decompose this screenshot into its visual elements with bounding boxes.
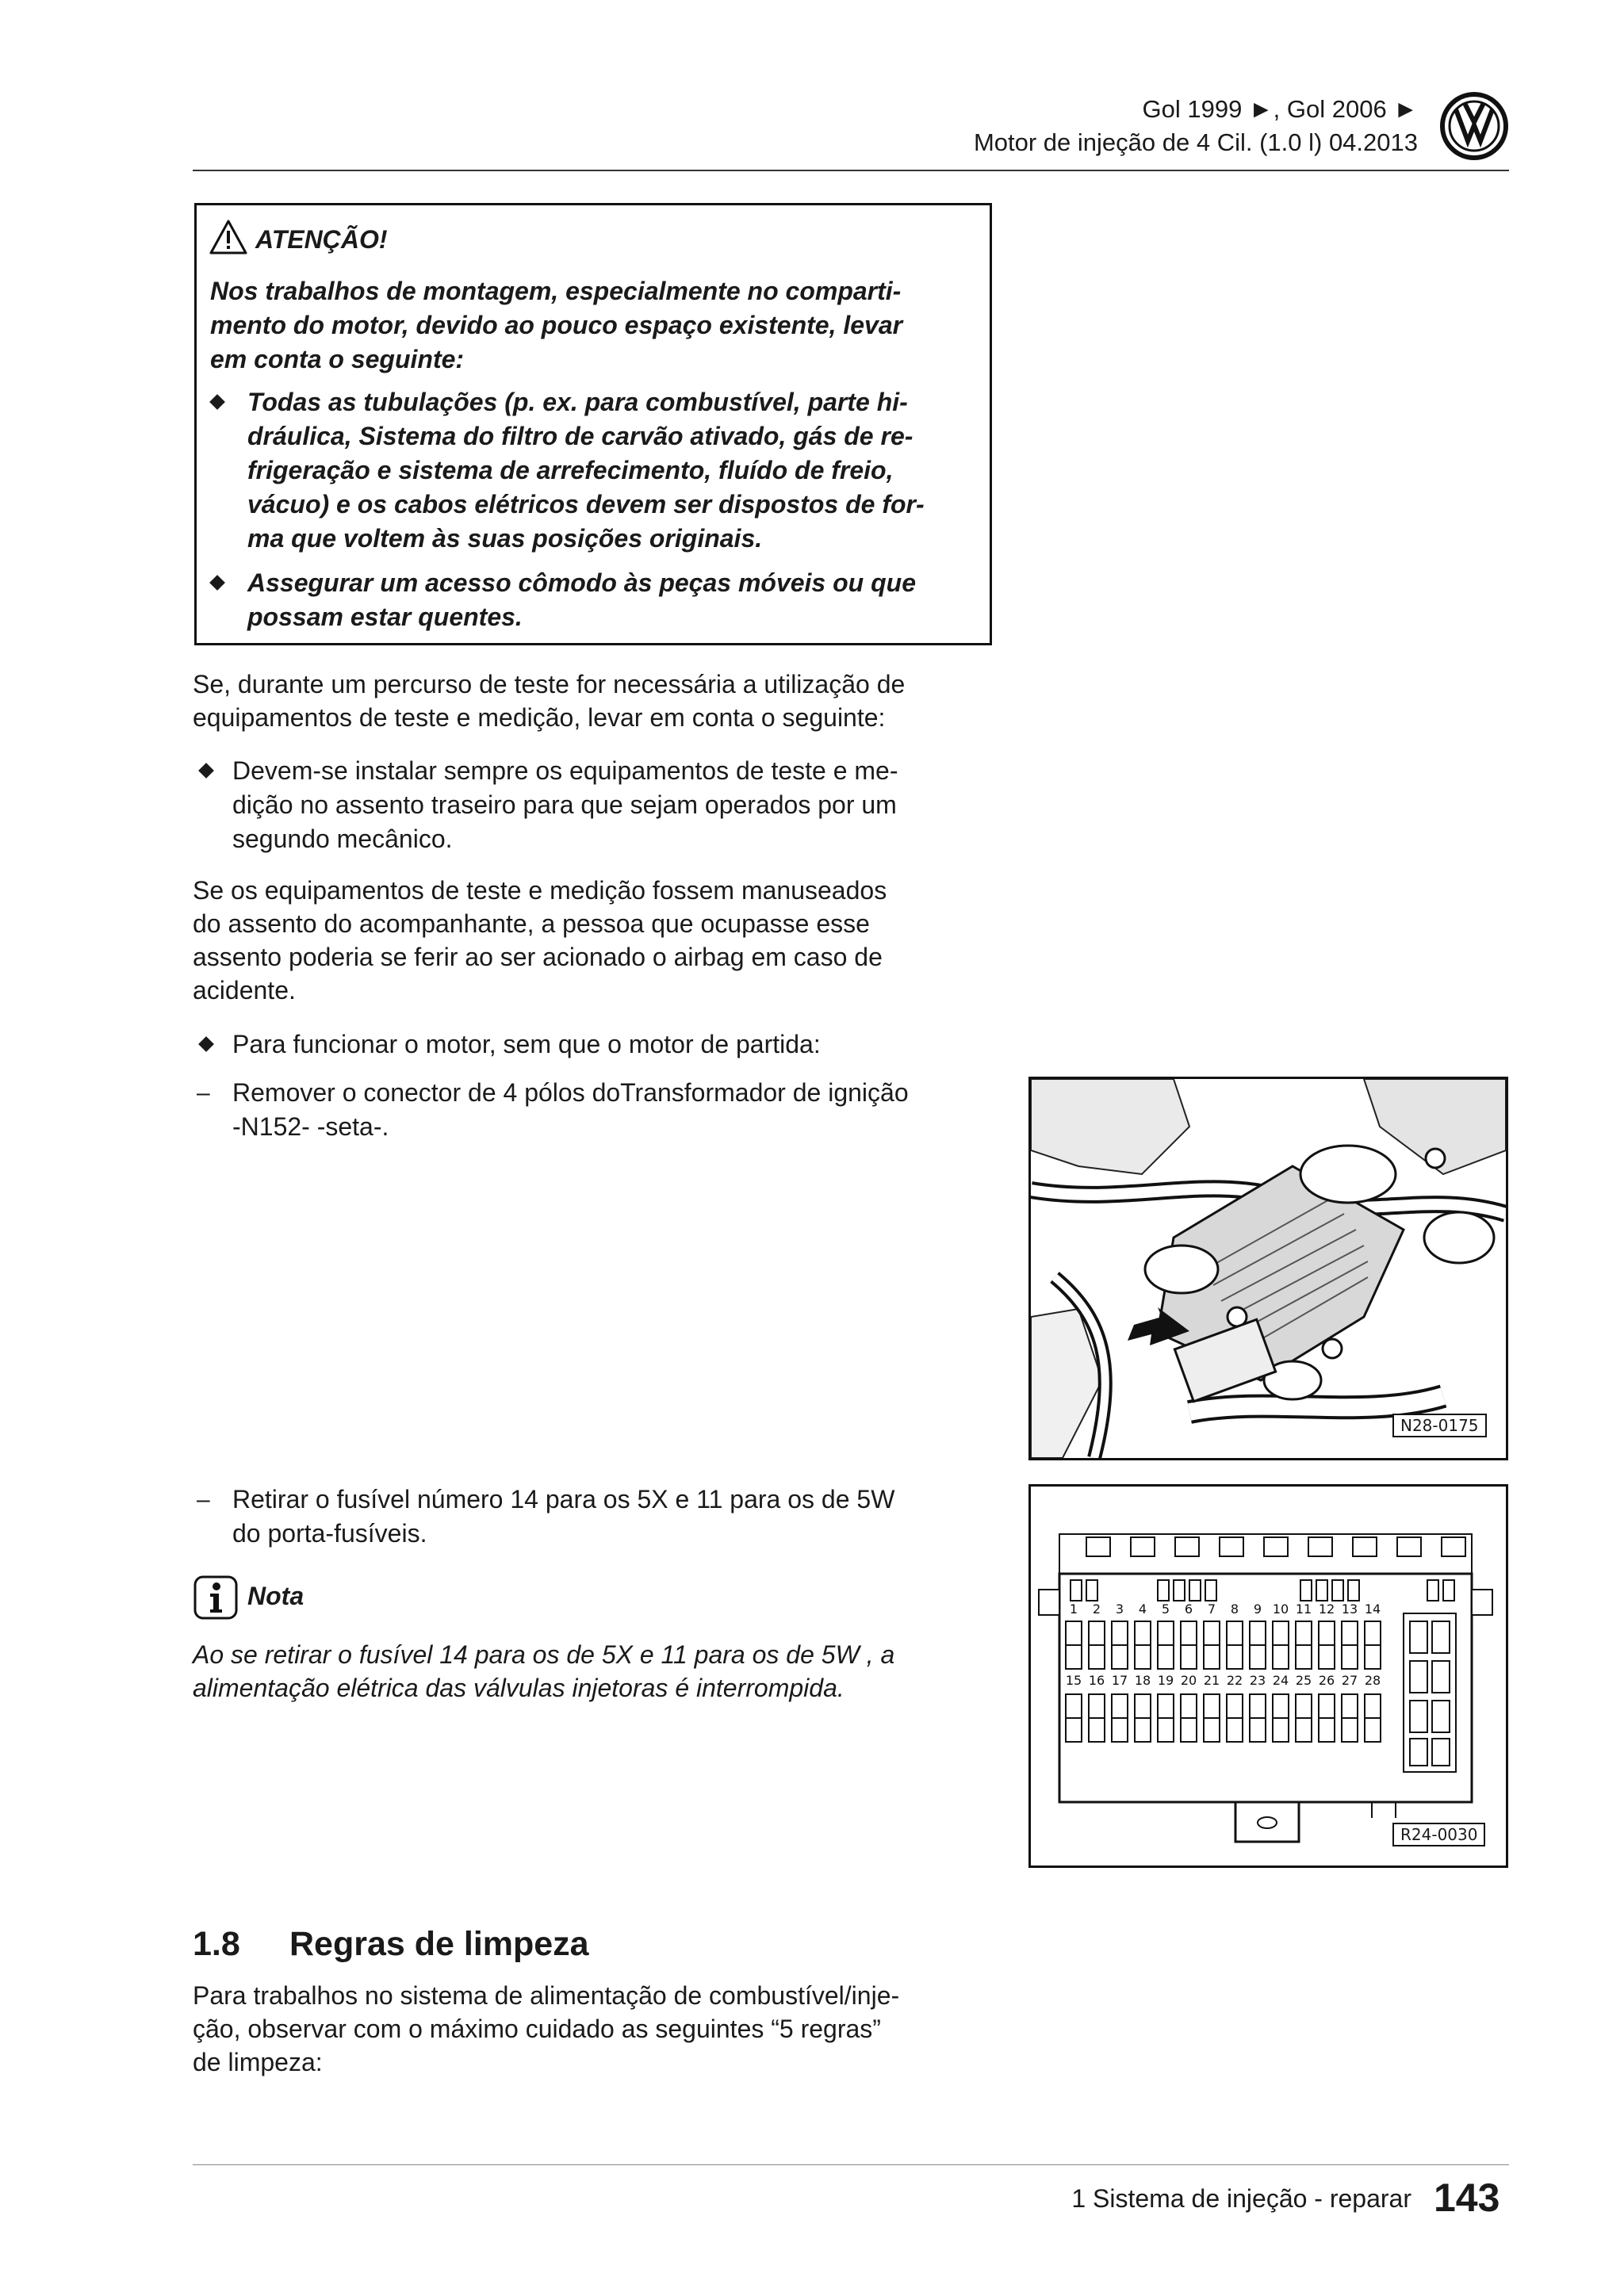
ignition-coil-illustration xyxy=(1031,1079,1506,1458)
fuse-number-label: 9 xyxy=(1253,1601,1262,1617)
section-title: Regras de limpeza xyxy=(289,1925,589,1963)
warning-intro-line: Nos trabalhos de montagem, especialmente no comparti- xyxy=(210,277,902,305)
fuse-number-label: 16 xyxy=(1088,1673,1105,1688)
step-line: -N152- -seta-. xyxy=(232,1112,389,1141)
warning-triangle-icon xyxy=(209,219,248,255)
warning-bullet-line: Assegurar um acesso cômodo às peças móveis ou que xyxy=(247,568,916,597)
fuse-number-label: 2 xyxy=(1092,1601,1101,1617)
section-heading xyxy=(193,1923,589,1965)
fuse-number-label: 4 xyxy=(1138,1601,1147,1617)
fuse-number-label: 19 xyxy=(1157,1673,1174,1688)
fuse-number-label: 14 xyxy=(1364,1601,1381,1617)
warning-bullet-line: vácuo) e os cabos elétricos devem ser dispostos de for- xyxy=(247,490,925,519)
figure-label: R24-0030 xyxy=(1392,1823,1485,1846)
step-line: Retirar o fusível número 14 para os 5X e 11 para os de 5W xyxy=(232,1485,895,1513)
dash-marker: – xyxy=(197,1487,210,1513)
fuse-number-label: 18 xyxy=(1134,1673,1151,1688)
fuse-number-label: 7 xyxy=(1207,1601,1216,1617)
warning-title: ATENÇÃO! xyxy=(255,225,388,254)
note-text xyxy=(193,1638,1002,1705)
paragraph-line: do assento do acompanhante, a pessoa que ocupasse esse xyxy=(193,909,870,938)
note-title: Nota xyxy=(247,1582,304,1610)
bullet-line: dição no assento traseiro para que sejam operados por um xyxy=(232,790,897,819)
fuse-number-label: 27 xyxy=(1341,1673,1358,1688)
fuse-number-label: 10 xyxy=(1272,1601,1289,1617)
fuse-number-label: 8 xyxy=(1230,1601,1239,1617)
paragraph-line: Para trabalhos no sistema de alimentação de combustível/inje- xyxy=(193,1981,900,2010)
fuse-number-label: 20 xyxy=(1180,1673,1197,1688)
section-number: 1.8 xyxy=(193,1925,240,1963)
warning-bullet-line: possam estar quentes. xyxy=(247,603,523,631)
paragraph-line: Se, durante um percurso de teste for necessária a utilização de xyxy=(193,670,906,698)
bullet-line: segundo mecânico. xyxy=(232,825,453,853)
fuse-number-label: 26 xyxy=(1318,1673,1335,1688)
paragraph-line: equipamentos de teste e medição, levar em conta o seguinte: xyxy=(193,703,886,732)
fuse-number-label: 24 xyxy=(1272,1673,1289,1688)
warning-bullet-line: ma que voltem às suas posições originais. xyxy=(247,524,763,553)
fuse-number-label: 13 xyxy=(1341,1601,1358,1617)
step-line: Remover o conector de 4 pólos doTransformador de ignição xyxy=(232,1078,909,1107)
bullet-diamond-icon xyxy=(198,763,214,779)
footer-chapter: 1 Sistema de injeção - reparar xyxy=(1071,2184,1411,2213)
warning-bullet-line: frigeração e sistema de arrefecimento, fluído de freio, xyxy=(247,456,894,484)
fuse-number-label: 12 xyxy=(1318,1601,1335,1617)
bullet-line: Para funcionar o motor, sem que o motor de partida: xyxy=(232,1030,821,1058)
warning-bullet-line: dráulica, Sistema do filtro de carvão ativado, gás de re- xyxy=(247,422,914,450)
figure-fuse-box xyxy=(1028,1484,1508,1868)
page-number: 143 xyxy=(1434,2175,1500,2220)
warning-bullet-line: Todas as tubulações (p. ex. para combustível, parte hi- xyxy=(247,388,908,416)
vw-logo-icon xyxy=(1440,92,1508,160)
paragraph-line: acidente. xyxy=(193,976,296,1004)
warning-intro-line: em conta o seguinte: xyxy=(210,345,465,373)
bullet-line: Devem-se instalar sempre os equipamentos de teste e me- xyxy=(232,756,898,785)
warning-intro-line: mento do motor, devido ao pouco espaço existente, levar xyxy=(210,311,903,339)
fuse-number-label: 15 xyxy=(1065,1673,1082,1688)
fuse-number-label: 21 xyxy=(1203,1673,1220,1688)
note-line: Ao se retirar o fusível 14 para os de 5X e 11 para os de 5W , a xyxy=(193,1640,895,1669)
paragraph-line: assento poderia se ferir ao ser acionado o airbag em caso de xyxy=(193,943,883,971)
fuse-number-label: 17 xyxy=(1111,1673,1128,1688)
fuse-number-label: 5 xyxy=(1161,1601,1170,1617)
paragraph-line: ção, observar com o máximo cuidado as seguintes “5 regras” xyxy=(193,2015,881,2043)
fuse-number-label: 3 xyxy=(1115,1601,1124,1617)
header-model-line: Gol 1999 ►, Gol 2006 ► xyxy=(1142,95,1418,123)
footer-rule xyxy=(193,2164,1509,2165)
bullet-diamond-icon xyxy=(198,1036,214,1052)
figure-label: N28-0175 xyxy=(1392,1414,1487,1437)
paragraph-line: Se os equipamentos de teste e medição fossem manuseados xyxy=(193,876,887,905)
fuse-number-label: 23 xyxy=(1249,1673,1266,1688)
figure-ignition-coil xyxy=(1028,1077,1508,1460)
fuse-number-label: 1 xyxy=(1069,1601,1078,1617)
dash-marker: – xyxy=(197,1080,210,1106)
header-engine-line: Motor de injeção de 4 Cil. (1.0 l) 04.2013 xyxy=(973,128,1418,156)
fuse-number-label: 6 xyxy=(1184,1601,1193,1617)
paragraph-line: de limpeza: xyxy=(193,2048,323,2076)
fuse-number-label: 11 xyxy=(1295,1601,1312,1617)
step-line: do porta-fusíveis. xyxy=(232,1519,427,1548)
fuse-number-label: 22 xyxy=(1226,1673,1243,1688)
header-rule xyxy=(193,170,1509,171)
fuse-number-label: 28 xyxy=(1364,1673,1381,1688)
fuse-number-label: 25 xyxy=(1295,1673,1312,1688)
note-line: alimentação elétrica das válvulas injetoras é interrompida. xyxy=(193,1674,845,1702)
fuse-box-illustration xyxy=(1031,1487,1506,1866)
info-icon xyxy=(193,1575,239,1621)
